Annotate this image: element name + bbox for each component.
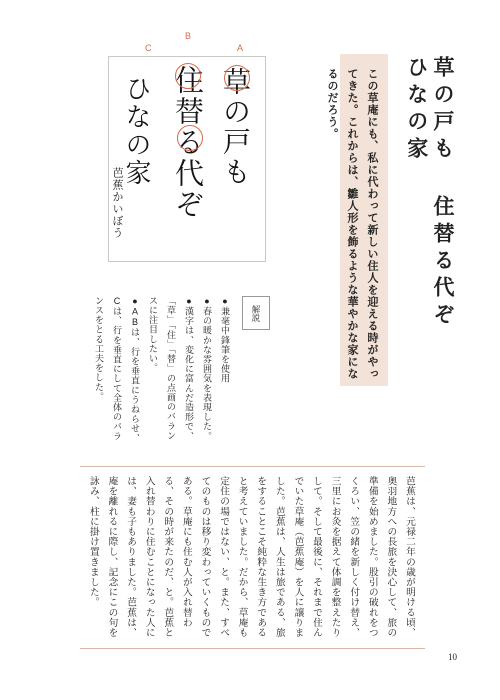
page-title: 草の戸も 住替る代ぞ ひなの家 (404, 56, 456, 330)
divider-bottom (80, 648, 425, 649)
body-text: 芭蕉は、元禄二年の歳が明ける頃、奥羽地方への長旅を決心して、旅の準備を始めました。股引の破れをつくろい、笠の緒を新しく付け替え、三里にお灸を据えて体調を整えたりして。そして最後に、それまで住んでいた草庵（芭蕉庵）を人に譲りました。芭蕉は、人生は旅である、旅をすることこそ純粋な生き方であると考えていました。だから、草庵も定住の場ではない、と。また、すべてのものは移り変わっていくものである。草庵にも住む人が入れ替わる、その時が来たのだ、と。芭蕉と入れ替わりに住むことになった人には、妻も子もありました。芭蕉は、庵を離れるに際し、記念にこの句を詠み、柱に掛け置きました。 (87, 476, 415, 638)
calligraphy-col-c: ひなの家 (121, 75, 151, 187)
highlight-circle-b2 (177, 125, 203, 151)
commentary-bullet: ●春の暖かな雰囲気を表現した。 (202, 296, 212, 442)
commentary-bullet: ●ABは、行を垂直にうねらせ、Cは、行を垂直にして全体のバランスをとる工夫をした。 (94, 296, 140, 444)
commentary-text (94, 296, 234, 444)
calligraphy-col-b: 住替る代ぞ (171, 65, 205, 220)
highlight-circle-a (224, 65, 250, 91)
commentary-bullet: ●兼毫中鋒筆を使用 (220, 296, 230, 384)
divider-top (80, 466, 425, 467)
lead-box (326, 54, 388, 386)
calligraphy-image (108, 31, 266, 262)
mark-a: A (237, 43, 244, 53)
mark-b: B (185, 31, 192, 41)
mark-c: C (145, 43, 152, 53)
commentary-bullet: ●漢字は、変化に富んだ造形で、「草」「住」「替」の点画のバランスに注目したい。 (148, 296, 194, 442)
page-number: 10 (448, 652, 457, 662)
calligraphy-signature: 芭蕉かいぼう (111, 167, 124, 239)
highlight-circle-b1 (175, 63, 201, 89)
commentary-label: 解説 (242, 296, 270, 330)
calligraphy-col-a: 草の戸も (219, 67, 252, 187)
lead-text: この草庵にも、私に代わって新しい住人を迎える時がやってきた。これからは、雛人形を飾るような華やかな家になるのだろう。 (326, 68, 379, 380)
